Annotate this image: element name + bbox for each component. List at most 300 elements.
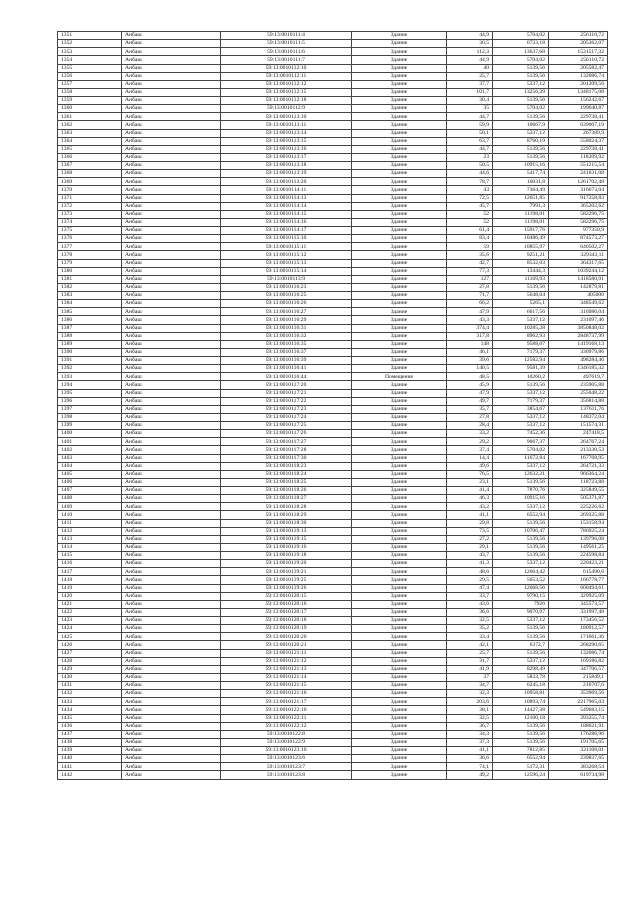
object-type-cell: Здание: [352, 72, 447, 80]
table-row: [58, 478, 608, 486]
area-cell: 76,5: [447, 470, 493, 478]
rate-cell: 5139,56: [493, 478, 549, 486]
settlement-name-cell: Анбаш: [122, 210, 221, 218]
cadastral-value-cell: 166778,77: [549, 576, 608, 584]
cadastral-value-cell: 256110,72: [549, 32, 608, 40]
rate-cell: 6733,18: [493, 40, 549, 48]
rate-cell: 10706,47: [493, 527, 549, 535]
table-row: [58, 145, 608, 153]
cadastral-number-cell: 59:13:0010118:27: [221, 495, 352, 503]
cadastral-number-cell: 59:13:0010119:20: [221, 560, 352, 568]
row-number-cell: 1385: [58, 308, 122, 316]
row-number-cell: 1384: [58, 300, 122, 308]
cadastral-value-cell: 201209,56: [549, 80, 608, 88]
area-cell: 32,3: [447, 690, 493, 698]
area-cell: 74,1: [447, 763, 493, 771]
cadastral-value-cell: 225226,62: [549, 503, 608, 511]
settlement-name-cell: Анбаш: [122, 243, 221, 251]
settlement-name-cell: Анбаш: [122, 97, 221, 105]
object-type-cell: Здание: [352, 438, 447, 446]
row-number-cell: 1402: [58, 446, 122, 454]
settlement-name-cell: Анбаш: [122, 478, 221, 486]
area-cell: 32,5: [447, 617, 493, 625]
object-type-cell: Здание: [352, 129, 447, 137]
object-type-cell: Здание: [352, 308, 447, 316]
rate-cell: 5139,56: [493, 552, 549, 560]
rate-cell: 5337,12: [493, 129, 549, 137]
table-row: [58, 673, 608, 681]
rate-cell: 5139,56: [493, 519, 549, 527]
table-row: [58, 560, 608, 568]
cadastral-value-cell: 353969,56: [549, 690, 608, 698]
cadastral-number-cell: 59:13:0010119:13: [221, 527, 352, 535]
cadastral-number-cell: 59:13:0010121:12: [221, 657, 352, 665]
area-cell: 45,7: [447, 202, 493, 210]
cadastral-number-cell: 59:13:0010116:27: [221, 308, 352, 316]
row-number-cell: 1391: [58, 357, 122, 365]
cadastral-value-cell: 171661,36: [549, 633, 608, 641]
settlement-name-cell: Анбаш: [122, 511, 221, 519]
object-type-cell: Здание: [352, 478, 447, 486]
row-number-cell: 1365: [58, 145, 122, 153]
rate-cell: 9070,97: [493, 608, 549, 616]
area-cell: 25,7: [447, 649, 493, 657]
row-number-cell: 1374: [58, 218, 122, 226]
rate-cell: 6617,56: [493, 308, 549, 316]
area-cell: 46,1: [447, 348, 493, 356]
table-row: [58, 690, 608, 698]
table-row: [58, 72, 608, 80]
table-row: [58, 641, 608, 649]
object-type-cell: Здание: [352, 633, 447, 641]
table-row: [58, 259, 608, 267]
settlement-name-cell: Анбаш: [122, 633, 221, 641]
row-number-cell: 1367: [58, 162, 122, 170]
table-row: [58, 194, 608, 202]
table-row: [58, 649, 608, 657]
rate-cell: 5337,12: [493, 80, 549, 88]
cadastral-number-cell: 59:13:0010116:41: [221, 365, 352, 373]
settlement-name-cell: Анбаш: [122, 105, 221, 113]
cadastral-value-cell: 505371,87: [549, 495, 608, 503]
table-row: [58, 617, 608, 625]
settlement-name-cell: Анбаш: [122, 519, 221, 527]
cadastral-number-cell: 59:13:0010120:16: [221, 600, 352, 608]
rate-cell: 13637,68: [493, 48, 549, 56]
rate-cell: 5139,56: [493, 730, 549, 738]
rate-cell: 5337,12: [493, 657, 549, 665]
cadastral-value-cell: 497619,7: [549, 373, 608, 381]
rate-cell: 14427,38: [493, 706, 549, 714]
cadastral-number-cell: 59:13:0010123:8: [221, 771, 352, 779]
cadastral-number-cell: 59:13:0010116:39: [221, 357, 352, 365]
cadastral-number-cell: 59:13:0010116:26: [221, 300, 352, 308]
cadastral-value-cell: 551215,54: [549, 162, 608, 170]
cadastral-value-cell: 153158,94: [549, 519, 608, 527]
cadastral-number-cell: 59:13:0010118:23: [221, 462, 352, 470]
row-number-cell: 1359: [58, 97, 122, 105]
table-row: [58, 682, 608, 690]
table-row: [58, 438, 608, 446]
cadastral-number-cell: 59:13:0010115:12: [221, 251, 352, 259]
cadastral-value-cell: 1039244,12: [549, 267, 608, 275]
settlement-name-cell: Анбаш: [122, 235, 221, 243]
area-cell: 63,7: [447, 137, 493, 145]
row-number-cell: 1423: [58, 617, 122, 625]
settlement-name-cell: Анбаш: [122, 560, 221, 568]
cadastral-value-cell: 231097,46: [549, 316, 608, 324]
object-type-cell: Здание: [352, 608, 447, 616]
cadastral-number-cell: 59:13:0010117:21: [221, 389, 352, 397]
rate-cell: 11198,01: [493, 210, 549, 218]
cadastral-number-cell: 59:13:0010121:11: [221, 649, 352, 657]
settlement-name-cell: Анбаш: [122, 543, 221, 551]
table-row: [58, 275, 608, 283]
object-type-cell: Здание: [352, 535, 447, 543]
area-cell: 41,4: [447, 487, 493, 495]
rate-cell: 11672,84: [493, 454, 549, 462]
object-type-cell: Здание: [352, 600, 447, 608]
settlement-name-cell: Анбаш: [122, 186, 221, 194]
cadastral-number-cell: 59:13:0010122:12: [221, 722, 352, 730]
object-type-cell: Здание: [352, 218, 447, 226]
cadastral-value-cell: 142879,81: [549, 283, 608, 291]
settlement-name-cell: Анбаш: [122, 283, 221, 291]
cadastral-value-cell: 917258,83: [549, 194, 608, 202]
object-type-cell: Здание: [352, 584, 447, 592]
object-type-cell: Здание: [352, 487, 447, 495]
row-number-cell: 1437: [58, 730, 122, 738]
area-cell: 112,3: [447, 48, 493, 56]
area-cell: 41,1: [447, 747, 493, 755]
table-row: [58, 397, 608, 405]
rate-cell: 10915,16: [493, 162, 549, 170]
cadastral-value-cell: 329343,11: [549, 251, 608, 259]
area-cell: 42,7: [447, 259, 493, 267]
rate-cell: 6552,94: [493, 511, 549, 519]
cadastral-value-cell: 786925,24: [549, 527, 608, 535]
rate-cell: 5139,56: [493, 649, 549, 657]
cadastral-value-cell: 558024,37: [549, 137, 608, 145]
table-row: [58, 348, 608, 356]
settlement-name-cell: Анбаш: [122, 738, 221, 746]
row-number-cell: 1414: [58, 543, 122, 551]
object-type-cell: Здание: [352, 357, 447, 365]
area-cell: 25,7: [447, 72, 493, 80]
cadastral-number-cell: 59:13:0010112:11: [221, 72, 352, 80]
table-row: [58, 462, 608, 470]
cadastral-value-cell: 615490,6: [549, 568, 608, 576]
table-row: [58, 251, 608, 259]
area-cell: 83,4: [447, 235, 493, 243]
settlement-name-cell: Анбаш: [122, 365, 221, 373]
settlement-name-cell: Анбаш: [122, 88, 221, 96]
row-number-cell: 1415: [58, 552, 122, 560]
row-number-cell: 1369: [58, 178, 122, 186]
rate-cell: 12596,24: [493, 771, 549, 779]
object-type-cell: Здание: [352, 48, 447, 56]
cadastral-number-cell: 59:13:0010113:10: [221, 113, 352, 121]
cadastral-value-cell: 148372,04: [549, 413, 608, 421]
settlement-name-cell: Анбаш: [122, 373, 221, 381]
object-type-cell: Здание: [352, 283, 447, 291]
rate-cell: 12651,85: [493, 194, 549, 202]
row-number-cell: 1392: [58, 365, 122, 373]
cadastral-value-cell: 325849,55: [549, 487, 608, 495]
object-type-cell: Здание: [352, 462, 447, 470]
object-type-cell: Здание: [352, 194, 447, 202]
cadastral-value-cell: 498284,46: [549, 357, 608, 365]
cadastral-value-cell: 235905,88: [549, 381, 608, 389]
rate-cell: 7452,36: [493, 430, 549, 438]
row-number-cell: 1420: [58, 592, 122, 600]
cadastral-number-cell: 59:13:0010115:11: [221, 243, 352, 251]
row-number-cell: 1409: [58, 503, 122, 511]
settlement-name-cell: Анбаш: [122, 755, 221, 763]
settlement-name-cell: Анбаш: [122, 113, 221, 121]
cadastral-value-cell: 2217965,03: [549, 698, 608, 706]
rate-cell: 12664,42: [493, 568, 549, 576]
cadastral-value-cell: 619734,98: [549, 771, 608, 779]
table-row: [58, 584, 608, 592]
table-row: [58, 511, 608, 519]
settlement-name-cell: Анбаш: [122, 170, 221, 178]
rate-cell: 5337,12: [493, 422, 549, 430]
table-row: [58, 625, 608, 633]
cadastral-number-cell: 59:13:0010113:20: [221, 178, 352, 186]
cadastral-number-cell: 59:13:0010115:10: [221, 235, 352, 243]
rate-cell: 5337,12: [493, 503, 549, 511]
table-row: [58, 365, 608, 373]
rate-cell: 13256,39: [493, 88, 549, 96]
settlement-name-cell: Анбаш: [122, 430, 221, 438]
cadastral-value-cell: 137611,76: [549, 405, 608, 413]
settlement-name-cell: Анбаш: [122, 267, 221, 275]
cadastral-number-cell: 59:13:0010116:29: [221, 316, 352, 324]
table-row: [58, 357, 608, 365]
area-cell: 36,7: [447, 722, 493, 730]
row-number-cell: 1370: [58, 186, 122, 194]
cadastral-value-cell: 1419168,13: [549, 340, 608, 348]
row-number-cell: 1417: [58, 568, 122, 576]
cadastral-value-cell: 241631,08: [549, 170, 608, 178]
object-type-cell: Здание: [352, 641, 447, 649]
settlement-name-cell: Анбаш: [122, 527, 221, 535]
table-row: [58, 422, 608, 430]
object-type-cell: Здание: [352, 722, 447, 730]
object-type-cell: Здание: [352, 617, 447, 625]
table-row: [58, 698, 608, 706]
rate-cell: 10486,49: [493, 235, 549, 243]
table-row: [58, 747, 608, 755]
cadastral-number-cell: 59:13:0010123:10: [221, 747, 352, 755]
cadastral-number-cell: 59:13:0010118:24: [221, 470, 352, 478]
rate-cell: 5337,12: [493, 617, 549, 625]
object-type-cell: Здание: [352, 186, 447, 194]
cadastral-number-cell: 59:13:0010120:15: [221, 592, 352, 600]
row-number-cell: 1424: [58, 625, 122, 633]
object-type-cell: Здание: [352, 430, 447, 438]
cadastral-number-cell: 59:13:0010120:18: [221, 617, 352, 625]
rate-cell: 5139,56: [493, 633, 549, 641]
row-number-cell: 1396: [58, 397, 122, 405]
cadastral-number-cell: 59:13:0010117:26: [221, 430, 352, 438]
area-cell: 34,3: [447, 730, 493, 738]
object-type-cell: Здание: [352, 470, 447, 478]
table-row: [58, 552, 608, 560]
settlement-name-cell: Анбаш: [122, 218, 221, 226]
settlement-name-cell: Анбаш: [122, 413, 221, 421]
object-type-cell: Здание: [352, 153, 447, 161]
cadastral-value-cell: 268290,65: [549, 641, 608, 649]
cadastral-value-cell: 316986,04: [549, 308, 608, 316]
object-type-cell: Здание: [352, 340, 447, 348]
area-cell: 49,7: [447, 397, 493, 405]
row-number-cell: 1436: [58, 722, 122, 730]
settlement-name-cell: Анбаш: [122, 470, 221, 478]
row-number-cell: 1352: [58, 40, 122, 48]
object-type-cell: Здание: [352, 422, 447, 430]
cadastral-value-cell: 191705,65: [549, 738, 608, 746]
rate-cell: 12100,18: [493, 714, 549, 722]
row-number-cell: 1379: [58, 259, 122, 267]
object-type-cell: Здание: [352, 300, 447, 308]
cadastral-number-cell: 59:13:0010120:17: [221, 608, 352, 616]
cadastral-value-cell: 1346185,32: [549, 365, 608, 373]
row-number-cell: 1375: [58, 227, 122, 235]
cadastral-value-cell: 149561,25: [549, 543, 608, 551]
cadastral-value-cell: 405000: [549, 292, 608, 300]
cadastral-number-cell: 59:13:0010117:28: [221, 446, 352, 454]
table-row: [58, 543, 608, 551]
object-type-cell: Здание: [352, 162, 447, 170]
settlement-name-cell: Анбаш: [122, 357, 221, 365]
table-row: [58, 137, 608, 145]
settlement-name-cell: Анбаш: [122, 714, 221, 722]
table-row: [58, 657, 608, 665]
settlement-name-cell: Анбаш: [122, 617, 221, 625]
row-number-cell: 1389: [58, 340, 122, 348]
cadastral-number-cell: 59:13:0010118:26: [221, 487, 352, 495]
object-type-cell: Здание: [352, 527, 447, 535]
settlement-name-cell: Анбаш: [122, 503, 221, 511]
rate-cell: 13444,3: [493, 267, 549, 275]
settlement-name-cell: Анбаш: [122, 422, 221, 430]
area-cell: 43,6: [447, 600, 493, 608]
cadastral-number-cell: 59:13:0010113:15: [221, 137, 352, 145]
area-cell: 49,2: [447, 771, 493, 779]
settlement-name-cell: Анбаш: [122, 625, 221, 633]
row-number-cell: 1410: [58, 511, 122, 519]
cadastral-value-cell: 383268,54: [549, 763, 608, 771]
table-row: [58, 430, 608, 438]
cadastral-value-cell: 2848737,99: [549, 332, 608, 340]
table-row: [58, 755, 608, 763]
rate-cell: 12632,21: [493, 470, 549, 478]
settlement-name-cell: Анбаш: [122, 145, 221, 153]
rate-cell: 5337,12: [493, 389, 549, 397]
settlement-name-cell: Анбаш: [122, 487, 221, 495]
area-cell: 71,7: [447, 292, 493, 300]
rate-cell: 5265,1: [493, 300, 549, 308]
object-type-cell: Здание: [352, 657, 447, 665]
object-type-cell: Здание: [352, 267, 447, 275]
rate-cell: 7179,37: [493, 397, 549, 405]
row-number-cell: 1364: [58, 137, 122, 145]
settlement-name-cell: Анбаш: [122, 600, 221, 608]
rate-cell: 7991,3: [493, 202, 549, 210]
object-type-cell: Здание: [352, 389, 447, 397]
row-number-cell: 1425: [58, 633, 122, 641]
cadastral-number-cell: 59:13:0010122:9: [221, 738, 352, 746]
rate-cell: 9588,07: [493, 340, 549, 348]
rate-cell: 5139,56: [493, 72, 549, 80]
table-row: [58, 714, 608, 722]
table-row: [58, 519, 608, 527]
row-number-cell: 1416: [58, 560, 122, 568]
cadastral-number-cell: 59:13:0010117:20: [221, 381, 352, 389]
row-number-cell: 1404: [58, 462, 122, 470]
rate-cell: 6552,94: [493, 755, 549, 763]
object-type-cell: Здание: [352, 97, 447, 105]
area-cell: 317,8: [447, 332, 493, 340]
area-cell: 50,1: [447, 129, 493, 137]
area-cell: 31,7: [447, 657, 493, 665]
object-type-cell: Здание: [352, 137, 447, 145]
row-number-cell: 1361: [58, 113, 122, 121]
row-number-cell: 1376: [58, 235, 122, 243]
settlement-name-cell: Анбаш: [122, 673, 221, 681]
area-cell: 35,6: [447, 251, 493, 259]
row-number-cell: 1390: [58, 348, 122, 356]
settlement-name-cell: Анбаш: [122, 48, 221, 56]
object-type-cell: Здание: [352, 170, 447, 178]
row-number-cell: 1401: [58, 438, 122, 446]
area-cell: 59: [447, 243, 493, 251]
cadastral-value-cell: 180912,57: [549, 625, 608, 633]
table-row: [58, 389, 608, 397]
row-number-cell: 1412: [58, 527, 122, 535]
table-row: [58, 470, 608, 478]
object-type-cell: Здание: [352, 40, 447, 48]
cadastral-number-cell: 59:13:0010122:10: [221, 706, 352, 714]
cadastral-number-cell: 59:13:0010113:18: [221, 162, 352, 170]
area-cell: 36,6: [447, 608, 493, 616]
settlement-name-cell: Анбаш: [122, 397, 221, 405]
table-row: [58, 633, 608, 641]
cadastral-number-cell: 59:13:0010112:15: [221, 88, 352, 96]
cadastral-number-cell: 59:13:0010114:15: [221, 210, 352, 218]
object-type-cell: Здание: [352, 56, 447, 64]
rate-cell: 11169,93: [493, 275, 549, 283]
cadastral-value-cell: 132086,74: [549, 649, 608, 657]
rate-cell: 7870,76: [493, 487, 549, 495]
row-number-cell: 1358: [58, 88, 122, 96]
cadastral-number-cell: 59:13:0010122:11: [221, 714, 352, 722]
settlement-name-cell: Анбаш: [122, 730, 221, 738]
object-type-cell: Здание: [352, 543, 447, 551]
cadastral-number-cell: 59:13:0010121:13: [221, 665, 352, 673]
object-type-cell: Здание: [352, 730, 447, 738]
cadastral-number-cell: 59:13:0010121:16: [221, 690, 352, 698]
object-type-cell: Здание: [352, 592, 447, 600]
rate-cell: 8760,19: [493, 137, 549, 145]
rate-cell: 6245,18: [493, 682, 549, 690]
area-cell: 33,7: [447, 592, 493, 600]
object-type-cell: Здание: [352, 88, 447, 96]
area-cell: 43: [447, 186, 493, 194]
settlement-name-cell: Анбаш: [122, 56, 221, 64]
